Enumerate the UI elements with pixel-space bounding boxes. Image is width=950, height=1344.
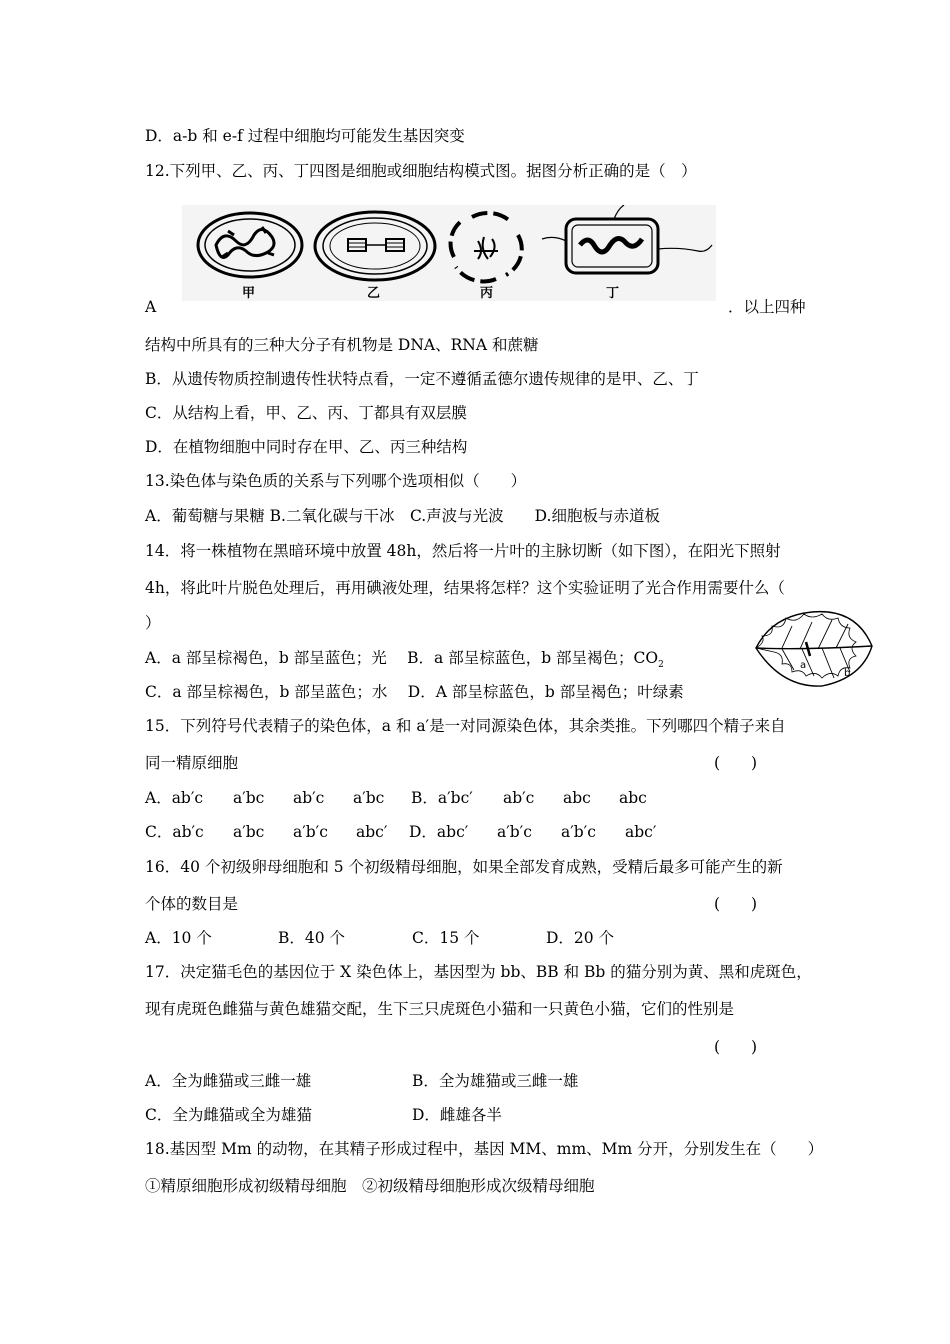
q14-line1: 14．将一株植物在黑暗环境中放置 48h，然后将一片叶的主脉切断（如下图），在阳光下照射 bbox=[145, 542, 781, 560]
q16-answer-paren: ( ) bbox=[714, 895, 758, 913]
leaf-label-a: a bbox=[800, 660, 807, 671]
q16-option: D．20 个 bbox=[546, 929, 615, 947]
q17-option-d: D．雌雄各半 bbox=[412, 1106, 502, 1124]
figure-label-bing: 丙 bbox=[480, 286, 494, 301]
q14-options-ab-text: A．a 部呈棕褐色，b 部呈蓝色；光 B．a 部呈棕蓝色，b 部呈褐色；CO bbox=[145, 649, 659, 667]
q15-cd-item: abc′ bbox=[356, 823, 388, 841]
q16-line2: 个体的数目是 bbox=[145, 895, 239, 913]
q12-option-a-suffix: ．以上四种 bbox=[728, 298, 806, 316]
q17-option-b: B．全为雄猫或三雌一雄 bbox=[412, 1072, 579, 1090]
q15-line2: 同一精原细胞 bbox=[145, 754, 239, 772]
cell-structure-figure bbox=[182, 205, 716, 301]
q15-cd-item: a′b′c bbox=[293, 823, 328, 841]
q15-cd-item: D．abc′ bbox=[409, 823, 469, 841]
q14-line3: ） bbox=[145, 614, 161, 632]
q15-cd-item: abc′ bbox=[625, 823, 657, 841]
q16-option: B．40 个 bbox=[278, 929, 346, 947]
q18-stem: 18.基因型 Mm 的动物，在其精子形成过程中，基因 MM、mm、Mm 分开，分别发生在（ ） bbox=[145, 1140, 824, 1158]
q16-option: A．10 个 bbox=[145, 929, 212, 947]
q15-ab-item: abc bbox=[619, 789, 647, 807]
q15-line1: 15．下列符号代表精子的染色体，a 和 a′是一对同源染色体，其余类推。下列哪四个精子来自 bbox=[145, 717, 786, 735]
q16-line1: 16．40 个初级卵母细胞和 5 个初级精母细胞，如果全部发育成熟，受精后最多可能产生的新 bbox=[145, 858, 783, 876]
q15-cd-item: C．ab′c bbox=[145, 823, 204, 841]
q15-ab-item: abc bbox=[563, 789, 591, 807]
q11-option-d: D．a-b 和 e-f 过程中细胞均可能发生基因突变 bbox=[145, 127, 465, 145]
q12-option-a-prefix: A bbox=[145, 298, 157, 316]
q12-option-d: D．在植物细胞中同时存在甲、乙、丙三种结构 bbox=[145, 438, 468, 456]
q15-ab-item: A．ab′c bbox=[145, 789, 204, 807]
leaf-label-b: b bbox=[844, 668, 851, 679]
q14-line2: 4h，将此叶片脱色处理后，再用碘液处理，结果将怎样？这个实验证明了光合作用需要什么（ bbox=[145, 579, 785, 597]
figure-label-jia: 甲 bbox=[242, 286, 256, 301]
q14-options-ab bbox=[145, 648, 664, 675]
q17-line1: 17．决定猫毛色的基因位于 X 染色体上，基因型为 bb、BB 和 Bb 的猫分别为黄、黑和虎斑色， bbox=[145, 963, 812, 981]
q15-ab-item: a′bc bbox=[353, 789, 385, 807]
q15-cd-item: a′b′c bbox=[561, 823, 596, 841]
q15-ab-item: ab′c bbox=[293, 789, 325, 807]
q17-line2: 现有虎斑色雌猫与黄色雄猫交配，生下三只虎斑色小猫和一只黄色小猫，它们的性别是 bbox=[145, 1000, 735, 1018]
q15-ab-item: a′bc bbox=[233, 789, 265, 807]
co2-subscript: 2 bbox=[658, 660, 664, 671]
leaf-figure bbox=[752, 606, 878, 692]
q15-answer-paren: ( ) bbox=[714, 754, 758, 772]
q12-option-b: B．从遗传物质控制遗传性状特点看，一定不遵循孟德尔遗传规律的是甲、乙、丁 bbox=[145, 370, 699, 388]
q13-stem: 13.染色体与染色质的关系与下列哪个选项相似（ ） bbox=[145, 472, 527, 490]
q17-option-a: A．全为雌猫或三雌一雄 bbox=[145, 1072, 312, 1090]
q18-line2: ①精原细胞形成初级精母细胞 ②初级精母细胞形成次级精母细胞 bbox=[145, 1177, 595, 1195]
q14-options-cd: C．a 部呈棕褐色，b 部呈蓝色；水 D．A 部呈棕蓝色，b 部呈褐色；叶绿素 bbox=[145, 683, 684, 701]
q16-option: C．15 个 bbox=[412, 929, 480, 947]
q12-stem: 12.下列甲、乙、丙、丁四图是细胞或细胞结构模式图。据图分析正确的是（ ） bbox=[145, 162, 697, 180]
figure-label-ding: 丁 bbox=[606, 286, 620, 301]
q15-ab-item: ab′c bbox=[503, 789, 535, 807]
q17-answer-paren: ( ) bbox=[714, 1038, 758, 1056]
q15-ab-item: B．a′bc′ bbox=[411, 789, 473, 807]
q12-option-a-cont: 结构中所具有的三种大分子有机物是 DNA、RNA 和蔗糖 bbox=[145, 336, 539, 354]
q12-option-c: C．从结构上看，甲、乙、丙、丁都具有双层膜 bbox=[145, 404, 467, 422]
q15-cd-item: a′bc bbox=[233, 823, 265, 841]
q15-cd-item: a′b′c bbox=[497, 823, 532, 841]
q13-options: A．葡萄糖与果糖 B.二氧化碳与干冰 C.声波与光波 D.细胞板与赤道板 bbox=[145, 507, 660, 525]
figure-label-yi: 乙 bbox=[367, 286, 381, 301]
q17-option-c: C．全为雌猫或全为雄猫 bbox=[145, 1106, 312, 1124]
